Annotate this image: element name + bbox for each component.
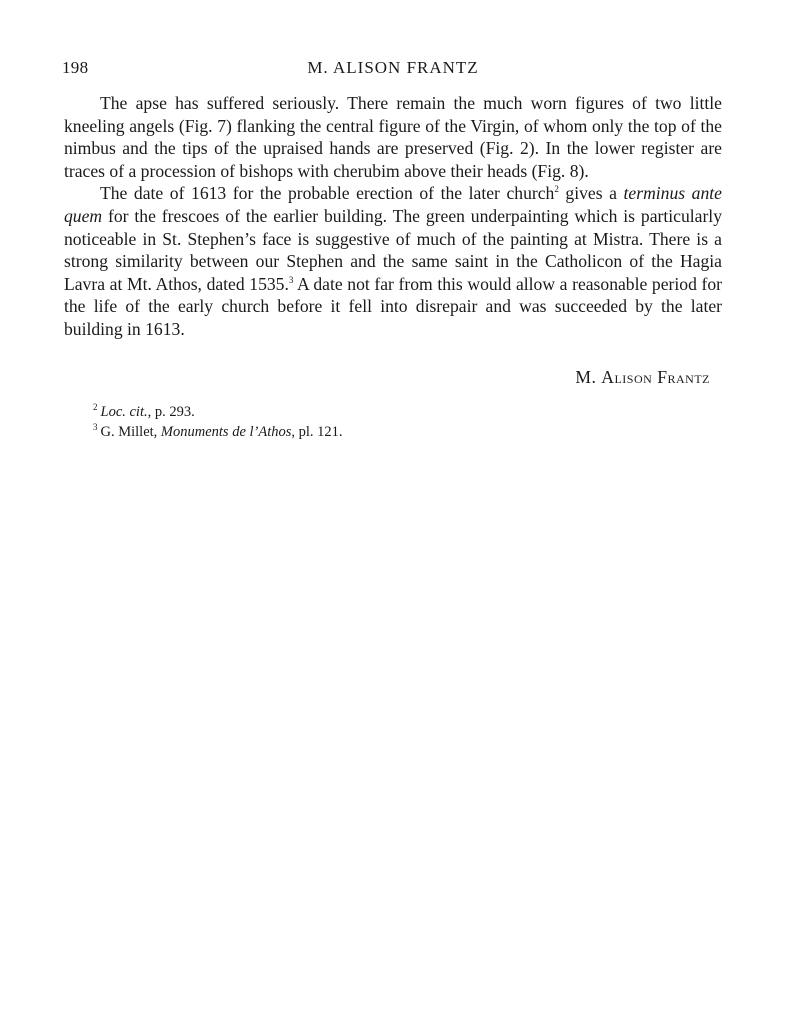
- paragraph-apse: [64, 92, 722, 182]
- footnotes: [93, 403, 693, 442]
- paragraph-apse-text: The apse has suffered seriously. There remain the much worn figures of two little kneeling angels (Fig. 7) flanking the central figure of the Virgin, of whom only the top of the nimbus and the tips of the upraised hands are preserved (Fig. 2). In the lower register are traces of a procession of bishops with cherubim above their heads (Fig. 8).: [64, 93, 722, 181]
- footnote-3: [93, 423, 693, 443]
- footnote-2-mark: 2: [93, 402, 98, 413]
- running-header: [62, 58, 724, 82]
- page-number: 198: [62, 58, 89, 77]
- footnote-ref-2[interactable]: 2: [554, 184, 559, 195]
- footnote-2-rest: , p. 293.: [147, 404, 195, 420]
- italic-term: terminus ante quem: [64, 183, 722, 226]
- signature-initial: M.: [575, 367, 597, 387]
- footnote-3-mark: 3: [93, 421, 98, 432]
- article-body: [64, 92, 722, 341]
- paragraph-dating: [64, 182, 722, 340]
- footnote-3-lead: G. Millet,: [100, 423, 161, 440]
- paragraph-dating-part-2: gives a: [558, 183, 624, 204]
- signature-first-name: Alison: [601, 367, 653, 387]
- author-signature: [575, 367, 710, 388]
- signature-last-name: Frantz: [657, 367, 710, 387]
- paragraph-dating-part-4: A date not far from this would allow a reasonable period for the life of the early church before it fell into disrepair and was succeeded by the later building in 1613.: [64, 273, 722, 339]
- footnote-2-italic: Loc. cit.: [100, 404, 148, 420]
- paragraph-dating-part-3: for the frescoes of the earlier building. The green underpainting which is particularly noticeable in St. Stephen’s face is suggestive of much of the painting at Mistra. There is a strong similarity between our Stephen and the same saint in the Catholicon of the Hagia Lavra at Mt. Athos, dated 1535.: [64, 205, 722, 294]
- footnote-2: [93, 403, 693, 423]
- footnote-3-italic: Monuments de l’Athos: [160, 423, 292, 440]
- footnote-3-rest: , pl. 121.: [291, 423, 343, 440]
- footnote-ref-3[interactable]: 3: [288, 274, 294, 285]
- running-title: M. ALISON FRANTZ: [307, 58, 479, 77]
- paragraph-dating-part-1: The date of 1613 for the probable erection of the later church: [100, 183, 555, 204]
